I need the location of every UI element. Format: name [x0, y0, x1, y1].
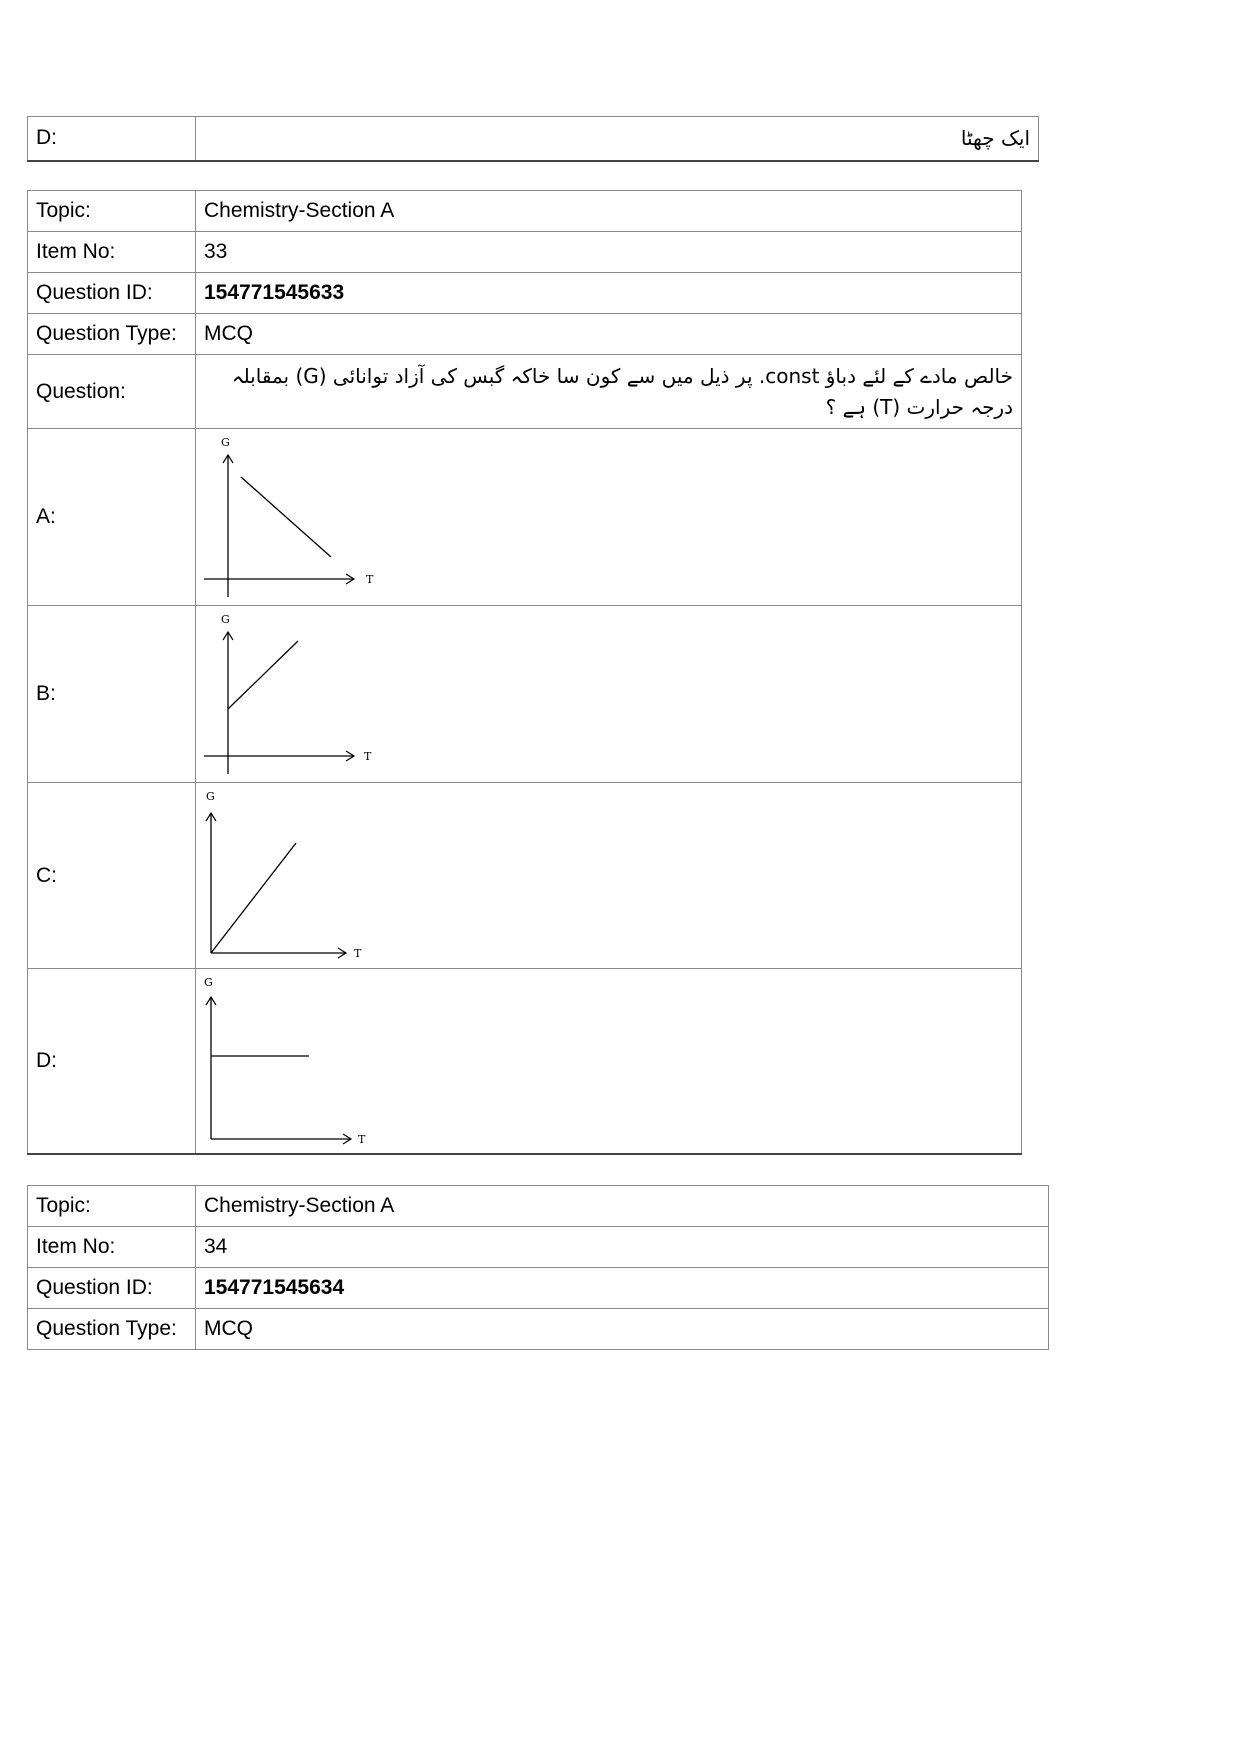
question-row	[28, 355, 1022, 429]
qtype-value: MCQ	[196, 314, 1022, 355]
qid-value: 154771545633	[196, 273, 1022, 314]
graph-line	[241, 477, 331, 557]
item-label: Item No:	[28, 1227, 196, 1268]
qtype-label: Question Type:	[28, 314, 196, 355]
topic-row	[28, 191, 1022, 232]
option-d-label: D:	[28, 969, 196, 1154]
option-a-row	[28, 429, 1022, 606]
y-axis-label: G	[204, 976, 213, 989]
qid-label: Question ID:	[28, 273, 196, 314]
item-value: 33	[196, 232, 1022, 273]
option-c-row	[28, 783, 1022, 969]
question-34-table	[27, 1185, 1049, 1350]
qtype-label: Question Type:	[28, 1309, 196, 1350]
prev-option-table	[27, 116, 1039, 162]
question-line-2: درجہ حرارت (T) ہے ؟	[825, 394, 1013, 419]
x-axis-label: T	[358, 1133, 366, 1146]
item-label: Item No:	[28, 232, 196, 273]
question-label: Question:	[28, 355, 196, 429]
topic-row	[28, 1186, 1049, 1227]
qid-label: Question ID:	[28, 1268, 196, 1309]
option-a-graph	[196, 429, 396, 605]
option-c-label: C:	[28, 783, 196, 969]
question-line-1: خالص مادے کے لئے دباؤ const. پر ذیل میں سے کون سا خاکہ گبس کی آزاد توانائی (G) بمقابلہ	[231, 363, 1013, 388]
topic-value: Chemistry-Section A	[196, 1186, 1049, 1227]
option-b-row	[28, 606, 1022, 783]
option-b-graph-cell	[196, 606, 1022, 783]
x-axis-label: T	[366, 573, 374, 586]
qid-value: 154771545634	[196, 1268, 1049, 1309]
item-row	[28, 232, 1022, 273]
y-axis-label: G	[221, 436, 230, 449]
item-value: 34	[196, 1227, 1049, 1268]
option-d-graph-cell	[196, 969, 1022, 1154]
y-axis-label: G	[206, 790, 215, 803]
x-axis-label: T	[364, 750, 372, 763]
option-text: ایک چھٹا	[196, 117, 1039, 161]
graph-line	[228, 641, 298, 709]
y-axis-label: G	[221, 613, 230, 626]
qid-row	[28, 273, 1022, 314]
qtype-value: MCQ	[196, 1309, 1049, 1350]
question-33-table	[27, 190, 1022, 1155]
option-d-graph	[196, 969, 396, 1152]
graph-line	[211, 843, 296, 953]
x-axis-label: T	[354, 947, 362, 960]
topic-value: Chemistry-Section A	[196, 191, 1022, 232]
topic-label: Topic:	[28, 1186, 196, 1227]
qtype-row	[28, 1309, 1049, 1350]
option-label: D:	[28, 117, 196, 161]
option-c-graph-cell	[196, 783, 1022, 969]
option-c-graph	[196, 783, 396, 968]
qtype-row	[28, 314, 1022, 355]
option-b-graph	[196, 606, 396, 782]
option-d-row	[28, 969, 1022, 1154]
item-row	[28, 1227, 1049, 1268]
option-a-graph-cell	[196, 429, 1022, 606]
topic-label: Topic:	[28, 191, 196, 232]
option-a-label: A:	[28, 429, 196, 606]
question-text	[196, 355, 1022, 429]
qid-row	[28, 1268, 1049, 1309]
prev-option-row	[28, 117, 1039, 161]
option-b-label: B:	[28, 606, 196, 783]
